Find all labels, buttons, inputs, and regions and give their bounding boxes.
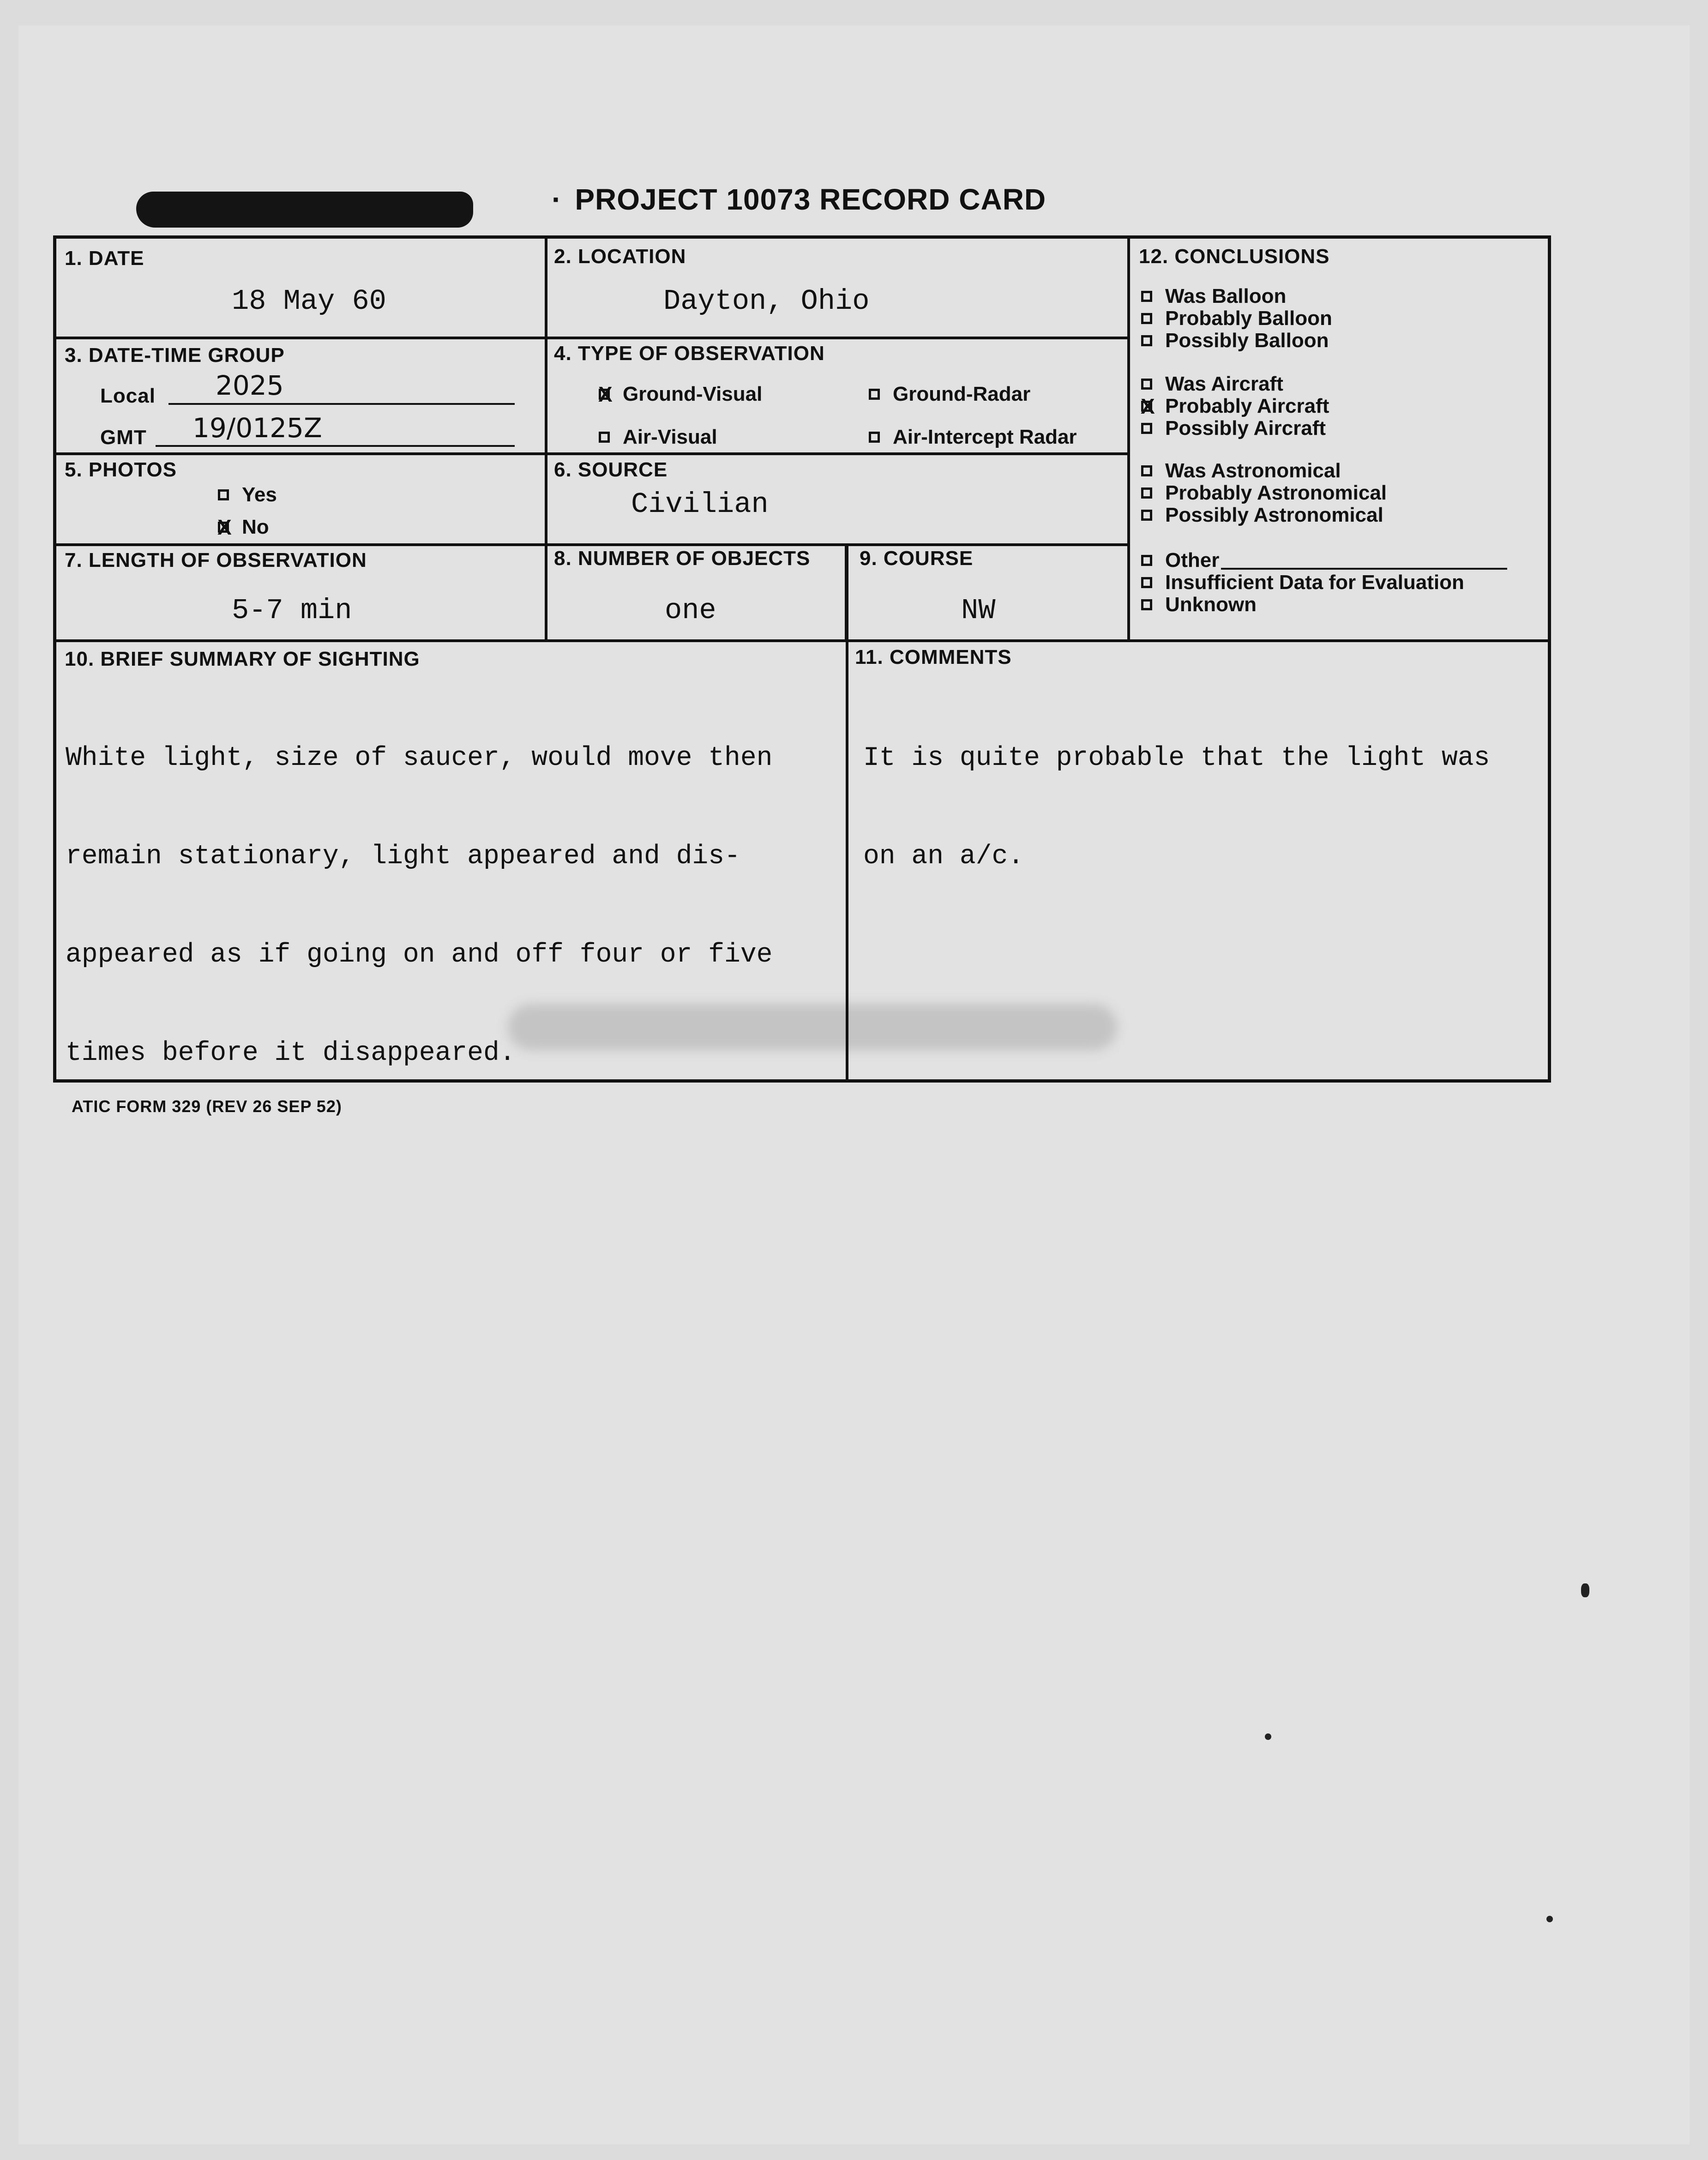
- option-photos-yes[interactable]: Yes: [218, 483, 277, 506]
- conclusions-label: 12. CONCLUSIONS: [1139, 245, 1330, 268]
- checkbox[interactable]: [1141, 510, 1152, 521]
- checkbox[interactable]: [869, 432, 880, 443]
- grid-line: [1127, 239, 1130, 640]
- date-label: 1. DATE: [65, 247, 144, 270]
- local-label: Local: [100, 385, 156, 407]
- comments-label: 11. COMMENTS: [855, 646, 1012, 668]
- conclusion-option[interactable]: Insufficient Data for Evaluation: [1141, 571, 1464, 594]
- length-of-observation-value: 5-7 min: [232, 594, 352, 627]
- option-photos-no[interactable]: X No: [218, 516, 269, 539]
- checkbox[interactable]: [1141, 465, 1152, 476]
- local-underline: [168, 403, 515, 405]
- course-value: NW: [961, 594, 996, 627]
- conclusion-option[interactable]: Possibly Balloon: [1141, 329, 1329, 352]
- option-ground-radar[interactable]: Ground-Radar: [869, 383, 1030, 406]
- checkbox[interactable]: [599, 432, 610, 443]
- checkbox[interactable]: [1141, 577, 1152, 588]
- option-air-visual[interactable]: Air-Visual: [599, 426, 717, 449]
- checkbox[interactable]: [1141, 291, 1152, 302]
- conclusion-option[interactable]: Was Balloon: [1141, 285, 1286, 308]
- checkbox[interactable]: [1141, 487, 1152, 499]
- date-time-group-label: 3. DATE-TIME GROUP: [65, 344, 285, 367]
- conclusion-option[interactable]: Was Aircraft: [1141, 373, 1283, 396]
- location-label: 2. LOCATION: [554, 245, 686, 268]
- checkbox[interactable]: [869, 389, 880, 400]
- conclusion-option[interactable]: Probably Balloon: [1141, 307, 1332, 330]
- checkbox[interactable]: [1141, 555, 1152, 566]
- gmt-time-value: 19/0125Z: [192, 412, 322, 444]
- conclusion-option[interactable]: X Probably Aircraft: [1141, 395, 1329, 418]
- checkbox[interactable]: [1141, 379, 1152, 390]
- option-ground-visual[interactable]: X Ground-Visual: [599, 383, 762, 406]
- checkbox-checked[interactable]: [218, 522, 229, 533]
- summary-label: 10. BRIEF SUMMARY OF SIGHTING: [65, 648, 420, 670]
- course-label: 9. COURSE: [860, 547, 974, 570]
- local-time-value: 2025: [216, 370, 284, 401]
- record-card-grid: [53, 235, 1551, 1083]
- grid-line: [56, 639, 1548, 642]
- type-of-observation-label: 4. TYPE OF OBSERVATION: [554, 342, 825, 365]
- grid-line: [56, 543, 1128, 546]
- grid-line: [545, 239, 547, 639]
- checkbox[interactable]: [1141, 335, 1152, 346]
- grid-line: [56, 452, 1128, 455]
- grid-line: [845, 545, 848, 639]
- summary-text: White light, size of saucer, would move then remain stationary, light appeared and dis- appeared as if going on and off four or five times before it disappeared.: [66, 743, 773, 1068]
- other-underline: [1221, 568, 1507, 570]
- checkbox-checked[interactable]: [1141, 401, 1152, 412]
- source-label: 6. SOURCE: [554, 458, 668, 481]
- location-value: Dayton, Ohio: [663, 285, 870, 318]
- comments-text: It is quite probable that the light was on an a/c.: [863, 743, 1490, 872]
- conclusion-option[interactable]: Unknown: [1141, 593, 1257, 616]
- ink-speck: [1265, 1733, 1271, 1740]
- checkbox-checked[interactable]: [599, 389, 610, 400]
- number-of-objects-value: one: [665, 594, 716, 627]
- conclusion-option[interactable]: Possibly Aircraft: [1141, 417, 1326, 440]
- card-title: · PROJECT 10073 RECORD CARD: [552, 183, 1046, 216]
- conclusion-option[interactable]: Possibly Astronomical: [1141, 504, 1383, 527]
- checkbox[interactable]: [1141, 423, 1152, 434]
- conclusion-option[interactable]: Other: [1141, 549, 1507, 572]
- option-air-intercept-radar[interactable]: Air-Intercept Radar: [869, 426, 1077, 449]
- date-value: 18 May 60: [232, 285, 386, 318]
- checkbox[interactable]: [1141, 313, 1152, 324]
- number-of-objects-label: 8. NUMBER OF OBJECTS: [554, 547, 811, 570]
- length-of-observation-label: 7. LENGTH OF OBSERVATION: [65, 549, 367, 572]
- redaction-mark: [136, 192, 473, 228]
- gmt-underline: [156, 445, 515, 447]
- source-value: Civilian: [631, 488, 769, 521]
- checkbox[interactable]: [1141, 599, 1152, 610]
- conclusion-option[interactable]: Probably Astronomical: [1141, 481, 1387, 505]
- form-id: ATIC FORM 329 (REV 26 SEP 52): [72, 1097, 342, 1116]
- grid-line: [56, 337, 1128, 339]
- ink-speck: [1581, 1583, 1589, 1597]
- conclusion-option[interactable]: Was Astronomical: [1141, 459, 1341, 482]
- ink-speck: [1546, 1916, 1553, 1922]
- checkbox[interactable]: [218, 489, 229, 500]
- photos-label: 5. PHOTOS: [65, 458, 177, 481]
- gmt-label: GMT: [100, 426, 147, 449]
